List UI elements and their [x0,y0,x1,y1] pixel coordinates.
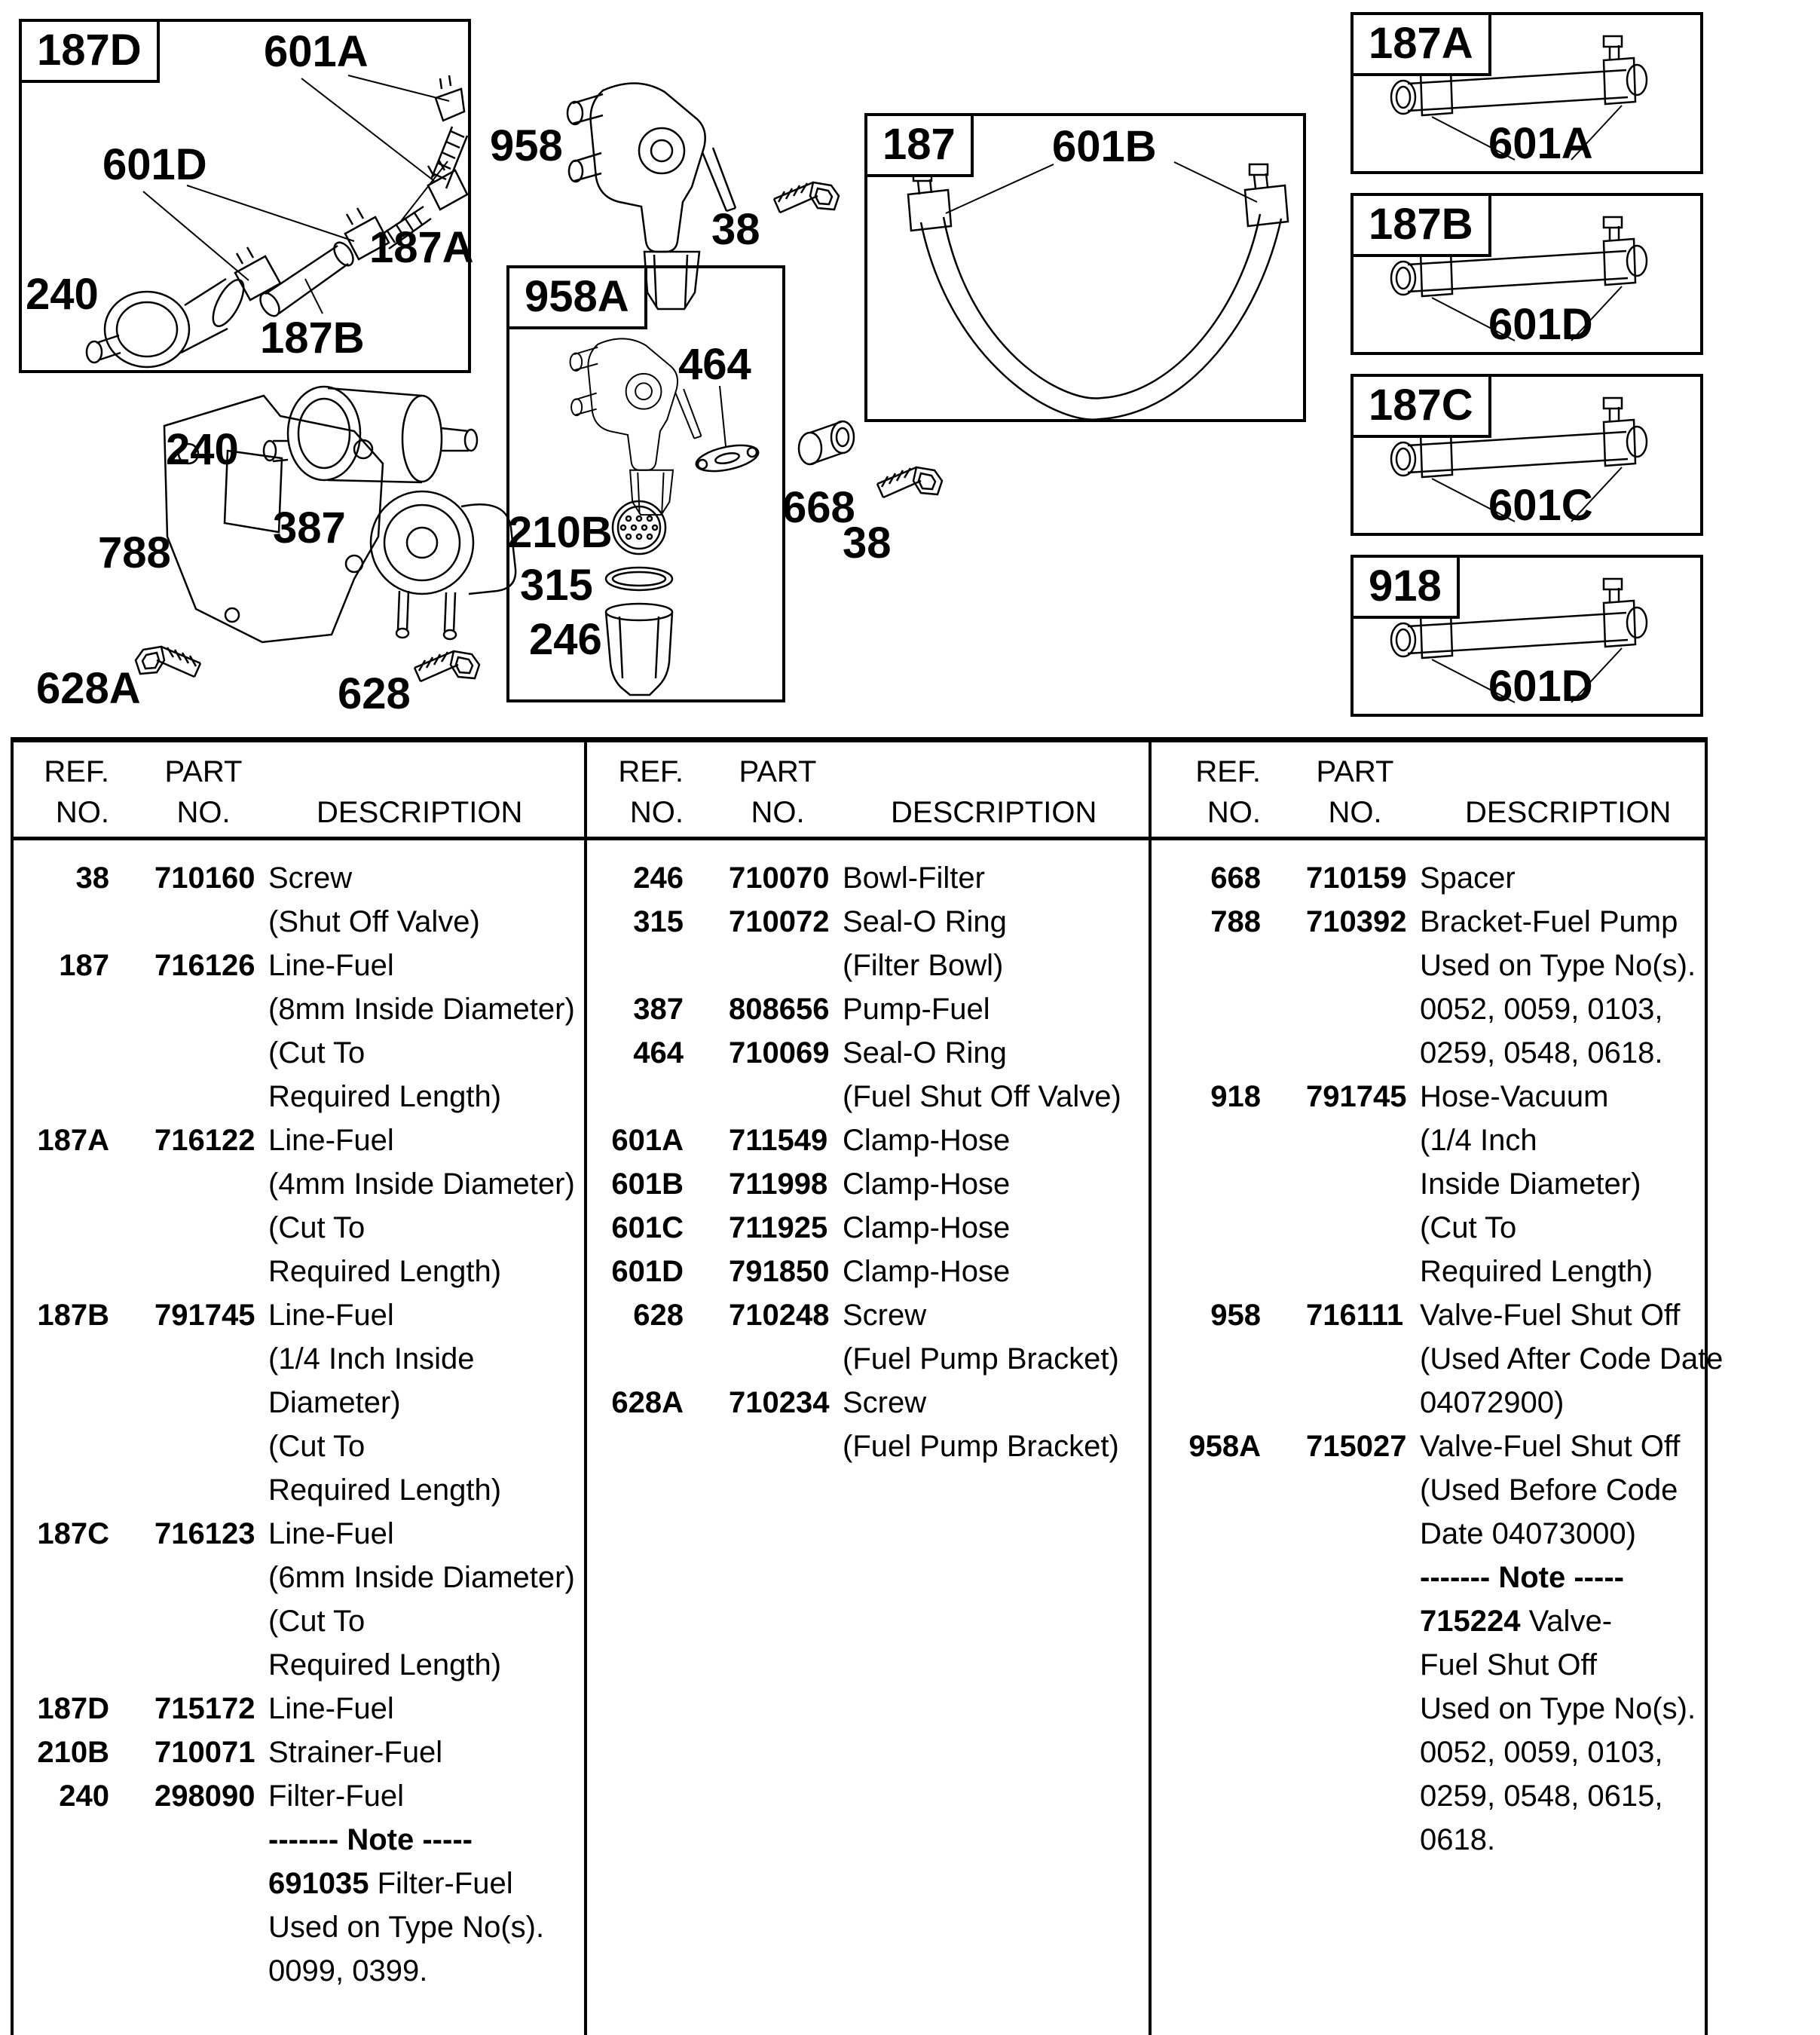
ref-no: 601B [611,1167,684,1201]
callout-210b: 210B [508,508,613,557]
ref-no: 187A [37,1124,109,1157]
table-row [574,1031,1132,1118]
part-no: 715027 [1306,1430,1407,1463]
ref-no: 918 [1210,1080,1261,1113]
panel-187d-tag: 187D [22,22,160,83]
description: Spacer [1420,861,1516,895]
header-desc-2: DESCRIPTION [891,796,1097,829]
callout-38-top: 38 [711,205,760,254]
description: Valve-Fuel Shut Off (Used After Code Date 04072900) [1420,1299,1724,1419]
table-row [574,1293,1132,1381]
table-row [0,1118,575,1293]
table-row [574,856,1132,900]
header-refno-2: NO. [629,796,684,829]
part-no: 710234 [729,1386,830,1419]
fuel-pump-387-art [371,491,515,639]
table-row [574,1250,1132,1293]
part-no: 711998 [729,1167,828,1201]
ref-no: 246 [633,861,684,895]
ref-no: 601C [611,1211,684,1244]
callout-38-mid: 38 [843,519,892,568]
table-row [1152,1424,1709,1862]
fuel-filter-240-art [264,387,477,482]
ref-no: 315 [633,905,684,938]
description: Screw (Fuel Pump Bracket) [843,1386,1119,1463]
description: Filter-Fuel ------- Note ----- 691035 Filter-Fuel Used on Type No(s). 0099, 0399. [268,1779,545,1988]
callout-187b-187d: 187B [260,314,365,363]
table-row [0,1512,575,1687]
ref-no: 187C [37,1517,109,1550]
description: Line-Fuel (8mm Inside Diameter) (Cut To Required Length) [268,949,575,1113]
table-row [574,1381,1132,1468]
part-no: 710070 [729,861,830,895]
table-row [1152,1075,1709,1293]
part-no: 298090 [154,1779,255,1813]
ref-no: 958 [1210,1299,1261,1332]
description: Seal-O Ring (Fuel Shut Off Valve) [843,1036,1121,1113]
header-desc-3: DESCRIPTION [1465,796,1672,829]
part-no: 716123 [154,1517,255,1550]
table-row [574,900,1132,987]
description: Bracket-Fuel Pump Used on Type No(s). 0052, 0059, 0103, 0259, 0548, 0618. [1420,905,1696,1070]
parts-table-column-2 [574,856,1132,1468]
table-top-rule [11,737,1708,742]
callout-601a-187d: 601A [264,27,369,76]
description: Seal-O Ring (Filter Bowl) [843,905,1007,982]
part-no: 710072 [729,905,830,938]
table-row [0,856,558,944]
panel-187-tag: 187 [867,116,974,177]
part-no: 710071 [154,1736,255,1769]
description: Bowl-Filter [843,861,985,895]
callout-387: 387 [273,503,346,552]
part-no: 710160 [154,861,255,895]
header-partno-3: NO. [1328,796,1382,829]
ref-no: 668 [1210,861,1261,895]
header-partno-1: NO. [176,796,231,829]
callout-246: 246 [529,615,602,664]
part-no: 791745 [154,1299,255,1332]
part-no: 710159 [1306,861,1407,895]
ref-no: 387 [633,993,684,1026]
part-no: 791745 [1306,1080,1407,1113]
description: Line-Fuel (6mm Inside Diameter) (Cut To Required Length) [268,1517,575,1682]
ref-no: 788 [1210,905,1261,938]
callout-601d-918: 601D [1488,662,1593,711]
description: Screw (Fuel Pump Bracket) [843,1299,1119,1376]
ref-no: 210B [37,1736,109,1769]
table-row [574,1206,1132,1250]
description: Clamp-Hose [843,1167,1011,1201]
ref-no: 240 [59,1779,109,1813]
table-row [574,1118,1132,1162]
header-partno-2: NO. [751,796,805,829]
description: Pump-Fuel [843,993,990,1026]
callout-601d-187d: 601D [102,140,207,189]
ref-no: 628A [611,1386,684,1419]
ref-no: 628 [633,1299,684,1332]
header-ref-2: REF. [618,755,684,788]
ref-no: 601D [611,1255,684,1288]
part-no: 711549 [729,1124,828,1157]
panel-187c-tag: 187C [1354,377,1491,438]
callout-601a-right: 601A [1488,119,1593,168]
table-row [0,1293,558,1512]
panel-187a-tag: 187A [1354,15,1491,76]
ref-no: 187B [37,1299,109,1332]
ref-no: 38 [75,861,109,895]
part-no: 710392 [1306,905,1407,938]
header-part-1: PART [164,755,243,788]
header-refno-3: NO. [1207,796,1261,829]
header-refno-1: NO. [55,796,109,829]
callout-601b: 601B [1052,122,1157,171]
table-header-rule [11,837,1708,840]
description: Clamp-Hose [843,1211,1011,1244]
description: Strainer-Fuel [268,1736,443,1769]
header-part-3: PART [1316,755,1394,788]
table-row [574,987,1132,1031]
ref-no: 464 [633,1036,684,1070]
callout-668: 668 [782,483,855,532]
header-part-2: PART [739,755,817,788]
ref-no: 187D [37,1692,109,1725]
description: Hose-Vacuum (1/4 Inch Inside Diameter) (Cut To Required Length) [1420,1080,1653,1288]
header-desc-1: DESCRIPTION [317,796,523,829]
part-no: 716122 [154,1124,255,1157]
table-row [1152,900,1709,1075]
description: Line-Fuel (1/4 Inch Inside Diameter) (Cut To Required Length) [268,1299,502,1507]
header-ref-1: REF. [44,755,109,788]
callout-464: 464 [678,340,751,389]
callout-601c-right: 601C [1488,481,1593,530]
part-no: 791850 [729,1255,830,1288]
table-row [0,944,575,1118]
part-no: 715172 [154,1692,255,1725]
description: Clamp-Hose [843,1255,1011,1288]
header-ref-3: REF. [1195,755,1261,788]
callout-315: 315 [520,561,593,610]
callout-788: 788 [98,528,171,577]
part-no: 808656 [729,993,830,1026]
description: Clamp-Hose [843,1124,1011,1157]
panel-958a-tag: 958A [509,268,647,329]
description: Screw (Shut Off Valve) [268,861,480,938]
spacer-668-art [799,421,854,464]
ref-no: 958A [1188,1430,1261,1463]
ref-no: 601A [611,1124,684,1157]
part-no: 716111 [1306,1299,1404,1332]
panel-918-tag: 918 [1354,558,1460,619]
table-row [1152,1293,1724,1424]
part-no: 710069 [729,1036,830,1070]
table-row [0,1774,558,1993]
part-no: 711925 [729,1211,828,1244]
callout-240-mid: 240 [166,425,239,474]
callout-601d-187b: 601D [1488,300,1593,349]
panel-187d [19,19,471,373]
parts-table-column-1 [0,856,575,1993]
callout-958: 958 [490,121,563,170]
parts-table-column-3 [1152,856,1724,1862]
callout-628a: 628A [36,664,141,713]
table-row [0,1731,558,1774]
callout-240-187d: 240 [26,270,99,319]
description: Line-Fuel (4mm Inside Diameter) (Cut To Required Length) [268,1124,575,1288]
part-no: 716126 [154,949,255,982]
description: Line-Fuel [268,1692,394,1725]
panel-187b-tag: 187B [1354,196,1491,257]
callout-187a-187d: 187A [369,223,474,272]
table-row [574,1162,1132,1206]
table-row [1152,856,1709,900]
table-row [0,1687,558,1731]
ref-no: 187 [59,949,109,982]
description: Valve-Fuel Shut Off (Used Before Code Date 04073000) ------- Note ----- 715224 Valve- Fuel Shut Off Used on Type No(s). 0052, 0059, 0103, 0259, 0548, 0615, 0618. [1420,1430,1696,1856]
callout-628: 628 [338,669,411,718]
part-no: 710248 [729,1299,830,1332]
